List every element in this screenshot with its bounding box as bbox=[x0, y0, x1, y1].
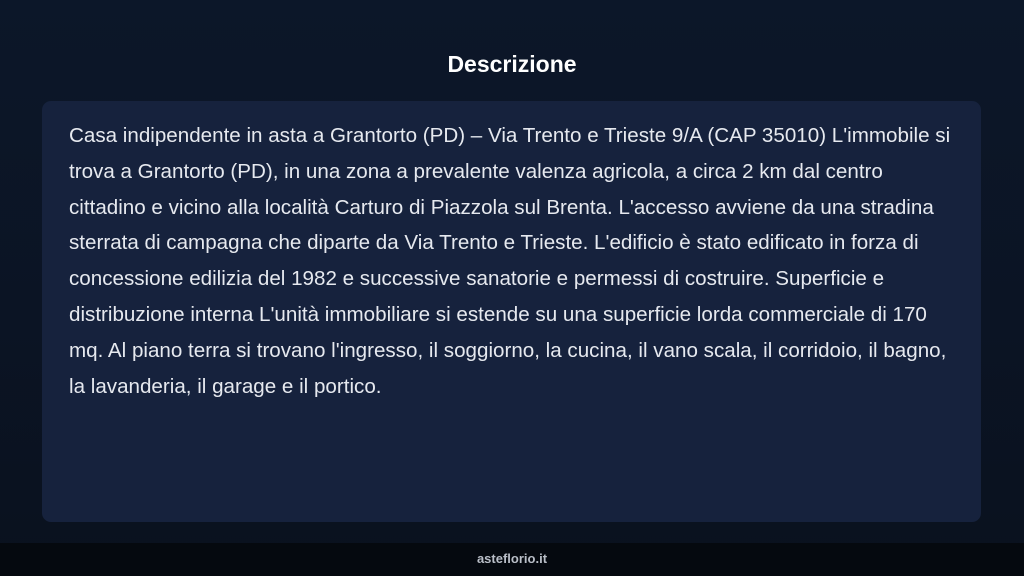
page-title: Descrizione bbox=[447, 51, 577, 77]
footer-site-name: asteflorio.it bbox=[476, 551, 548, 566]
description-card bbox=[42, 101, 981, 522]
description-text: Casa indipendente in asta a Grantorto (PD) – Via Trento e Trieste 9/A (CAP 35010) L'immobile si trova a Grantorto (PD), in una zona a prevalente valenza agricola, a circa 2 km dal centro cittadino e vicino alla località Carturo di Piazzola sul Brenta. L'accesso avviene da una stradina sterrata di campagna che diparte da Via Trento e Trieste. L'edificio è stato edificato in forza di concessione edilizia del 1982 e successive sanatorie e permessi di costruire. Superficie e distribuzione interna L'unità immobiliare si estende su una superficie lorda commerciale di 170 mq. Al piano terra si trovano l'ingresso, il soggiorno, la cucina, il vano scala, il corridoio, il bagno, la lavanderia, il garage e il portico. bbox=[69, 124, 951, 398]
footer bbox=[0, 543, 1024, 576]
